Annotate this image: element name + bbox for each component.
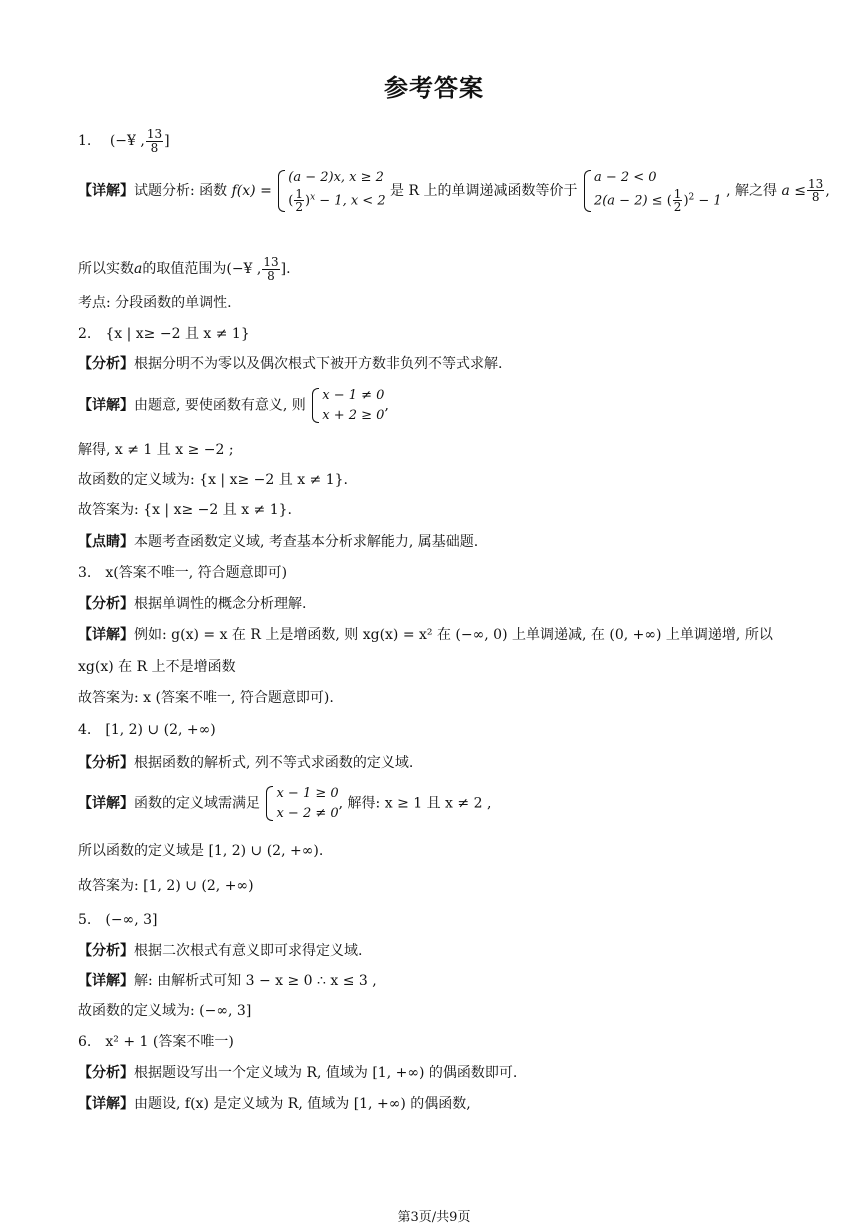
q6-answer: x² + 1 (答案不唯一) [105, 1034, 234, 1050]
q1-result: a ≤ [781, 182, 807, 199]
q6-answer-line: 6. x² + 1 (答案不唯一) [78, 1034, 234, 1050]
q1-answer-line [78, 128, 170, 154]
q2-fenxi: 【分析】根据分明不为零以及偶次根式下被开方数非负列不等式求解. [78, 356, 503, 372]
q5-final: 故函数的定义域为: (−∞, 3] [78, 1003, 252, 1019]
q2-jiede: 解得, x ≠ 1 且 x ≥ −2 ; [78, 442, 234, 458]
q6-xiangjie: 【详解】由题设, f(x) 是定义域为 R, 值域为 [1, +∞) 的偶函数, [78, 1096, 471, 1112]
q1-detail-line: 【详解】试题分析: 函数 f(x) = (a − 2)x, x ≥ 2 ( $\frac{1}{2}$ )$^x$ − 1, x < 2 是 R 上的单调递减函数等价于 a − 2 < 0 2(a − 2) ≤ ( $\frac{1}{2}$ )$^2$ − 1 , 解之得 a ≤ $\frac{13}{8}$ , [78, 170, 830, 215]
q2-domain: 故函数的定义域为: {x | x≥ −2 且 x ≠ 1}. [78, 472, 348, 488]
q5-answer-line: 5. (−∞, 3] [78, 912, 158, 928]
q1-piecewise: (a − 2)x, x ≥ 2 ( $\frac{1}{2}$ )$^x$ − 1, x < 2 [276, 168, 385, 214]
q5-answer: (−∞, 3] [105, 912, 158, 928]
q5-fenxi: 【分析】根据二次根式有意义即可求得定义域. [78, 943, 363, 959]
q1-answer-prefix: (−¥ , [109, 133, 145, 150]
q6-fenxi: 【分析】根据题设写出一个定义域为 R, 值域为 [1, +∞) 的偶函数即可. [78, 1065, 518, 1081]
q2-conditions: x − 1 ≠ 0 x + 2 ≥ 0 [310, 386, 384, 425]
q1-answer-suffix: ] [164, 133, 170, 150]
q4-answer-line: 4. [1, 2) ∪ (2, +∞) [78, 722, 216, 738]
q2-answer: {x | x≥ −2 且 x ≠ 1} [105, 326, 250, 342]
q3-answer-line: 3. x(答案不唯一, 符合题意即可) [78, 565, 288, 581]
q4-domain: 所以函数的定义域是 [1, 2) ∪ (2, +∞). [78, 843, 324, 859]
page-footer: 第3页/共9页 [397, 1210, 471, 1225]
q1-kaodian: 考点: 分段函数的单调性. [78, 295, 232, 311]
q4-xiangjie: 【详解】函数的定义域需满足 x − 1 ≥ 0 x − 2 ≠ 0 , 解得: x ≥ 1 且 x ≠ 2 , [78, 784, 491, 823]
q3-xiangjie-cont: xg(x) 在 R 上不是增函数 [78, 659, 236, 675]
q3-xiangjie: 【详解】例如: g(x) = x 在 R 上是增函数, 则 xg(x) = x² 在 (−∞, 0) 上单调递减, 在 (0, +∞) 上单调递增, 所以 [78, 627, 773, 643]
q3-fenxi: 【分析】根据单调性的概念分析理解. [78, 596, 307, 612]
q2-dianjing: 【点睛】本题考查函数定义域, 考查基本分析求解能力, 属基础题. [78, 534, 479, 550]
q4-final: 故答案为: [1, 2) ∪ (2, +∞) [78, 878, 254, 894]
q1-detail-text-a: 试题分析: 函数 [134, 182, 228, 199]
q3-final: 故答案为: x (答案不唯一, 符合题意即可). [78, 690, 334, 706]
q2-final: 故答案为: {x | x≥ −2 且 x ≠ 1}. [78, 502, 292, 518]
q2-xiangjie: 【详解】由题意, 要使函数有意义, 则 x − 1 ≠ 0 x + 2 ≥ 0 , [78, 386, 389, 425]
q4-answer: [1, 2) ∪ (2, +∞) [105, 722, 216, 738]
q2-answer-line: 2. {x | x≥ −2 且 x ≠ 1} [78, 326, 250, 342]
q3-answer: x(答案不唯一, 符合题意即可) [105, 565, 288, 581]
q1-detail-text-b: 是 R 上的单调递减函数等价于 [390, 182, 578, 199]
q4-fenxi: 【分析】根据函数的解析式, 列不等式求函数的定义域. [78, 755, 414, 771]
q1-detail-tag: 【详解】 [78, 182, 134, 199]
q1-number: 1. [78, 133, 92, 150]
q4-conditions: x − 1 ≥ 0 x − 2 ≠ 0 [264, 784, 338, 823]
page-title: 参考答案 [384, 74, 484, 102]
q1-answer-fraction: $\frac{13}{8}$ [146, 127, 163, 155]
q1-range-line: 所以实数a的取值范围为(−¥ , $\frac{13}{8}$ ]. [78, 255, 291, 283]
q1-conditions: a − 2 < 0 2(a − 2) ≤ ( $\frac{1}{2}$ )$^2$ − 1 [582, 168, 722, 214]
q1-fx: f(x) = [231, 182, 272, 199]
q5-xiangjie: 【详解】解: 由解析式可知 3 − x ≥ 0 ∴ x ≤ 3 , [78, 973, 377, 989]
q1-detail-text-c: , 解之得 [726, 182, 778, 199]
